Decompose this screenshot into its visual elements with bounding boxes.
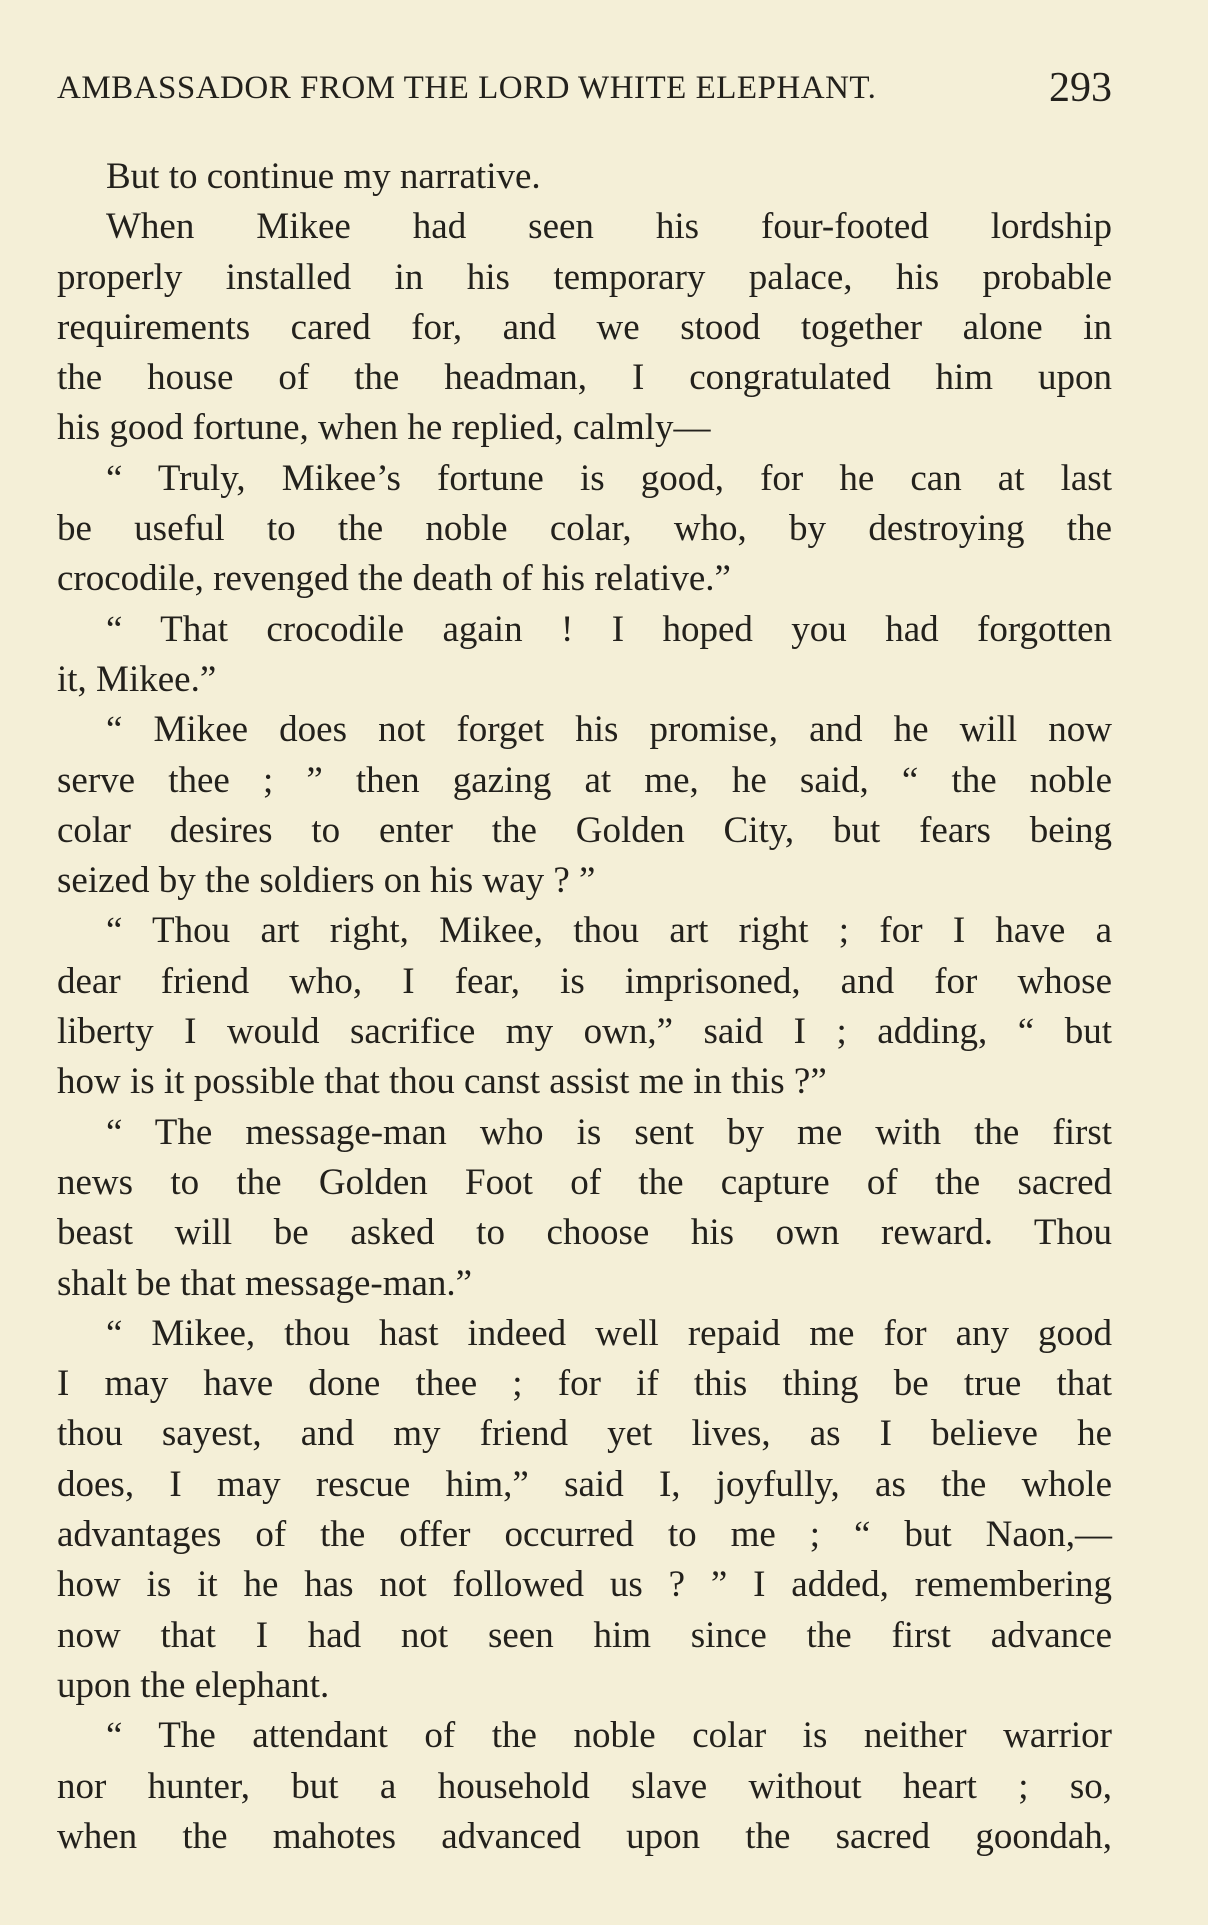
page-number: 293	[1049, 65, 1112, 111]
text-line: crocodile, revenged the death of his relative.”	[57, 558, 731, 600]
text-line: “ Thou art right, Mikee, thou art right ; for I have a	[106, 910, 1112, 952]
text-line: “ That crocodile again ! I hoped you had forgotten	[106, 608, 1112, 650]
text-line: colar desires to enter the Golden City, but fears being	[57, 809, 1112, 851]
text-line: thou sayest, and my friend yet lives, as I believe he	[57, 1413, 1112, 1455]
text-line: his good fortune, when he replied, calmly—	[57, 407, 711, 449]
text-line: “ Truly, Mikee’s fortune is good, for he can at last	[106, 457, 1112, 499]
text-line: be useful to the noble colar, who, by destroying the	[57, 508, 1112, 550]
text-line: beast will be asked to choose his own reward. Thou	[57, 1212, 1112, 1254]
text-line: does, I may rescue him,” said I, joyfully, as the whole	[57, 1463, 1112, 1505]
text-line: how is it possible that thou canst assist me in this ?”	[57, 1061, 827, 1103]
text-line: properly installed in his temporary palace, his probable	[57, 256, 1112, 298]
text-line: it, Mikee.”	[57, 658, 217, 700]
page-header	[57, 62, 1112, 116]
text-line: advantages of the offer occurred to me ; “ but Naon,—	[57, 1514, 1112, 1556]
running-head: AMBASSADOR FROM THE LORD WHITE ELEPHANT.	[57, 70, 877, 106]
text-line: “ The message-man who is sent by me with the first	[106, 1111, 1112, 1153]
text-line: requirements cared for, and we stood together alone in	[57, 306, 1112, 348]
text-line: But to continue my narrative.	[106, 156, 541, 197]
text-line: I may have done thee ; for if this thing be true that	[57, 1363, 1112, 1405]
text-line: shalt be that message-man.”	[57, 1262, 473, 1304]
body-text	[57, 152, 1112, 1862]
text-line: “ Mikee does not forget his promise, and he will now	[106, 709, 1112, 751]
text-line: seized by the soldiers on his way ? ”	[57, 860, 596, 902]
text-line: “ The attendant of the noble colar is neither warrior	[106, 1715, 1112, 1757]
text-line: when the mahotes advanced upon the sacred goondah,	[57, 1815, 1112, 1857]
text-line: upon the elephant.	[57, 1664, 330, 1706]
text-line: now that I had not seen him since the first advance	[57, 1614, 1112, 1656]
text-line: “ Mikee, thou hast indeed well repaid me for any good	[106, 1312, 1112, 1354]
text-line: how is it he has not followed us ? ” I added, remembering	[57, 1564, 1112, 1606]
text-line: liberty I would sacrifice my own,” said I ; adding, “ but	[57, 1011, 1112, 1053]
text-line: When Mikee had seen his four-footed lordship	[106, 206, 1112, 248]
text-line: serve thee ; ” then gazing at me, he said, “ the noble	[57, 759, 1112, 801]
text-line: dear friend who, I fear, is imprisoned, and for whose	[57, 960, 1112, 1002]
text-line: nor hunter, but a household slave without heart ; so,	[57, 1765, 1112, 1807]
text-line: the house of the headman, I congratulated him upon	[57, 357, 1112, 399]
text-line: news to the Golden Foot of the capture of the sacred	[57, 1161, 1112, 1203]
